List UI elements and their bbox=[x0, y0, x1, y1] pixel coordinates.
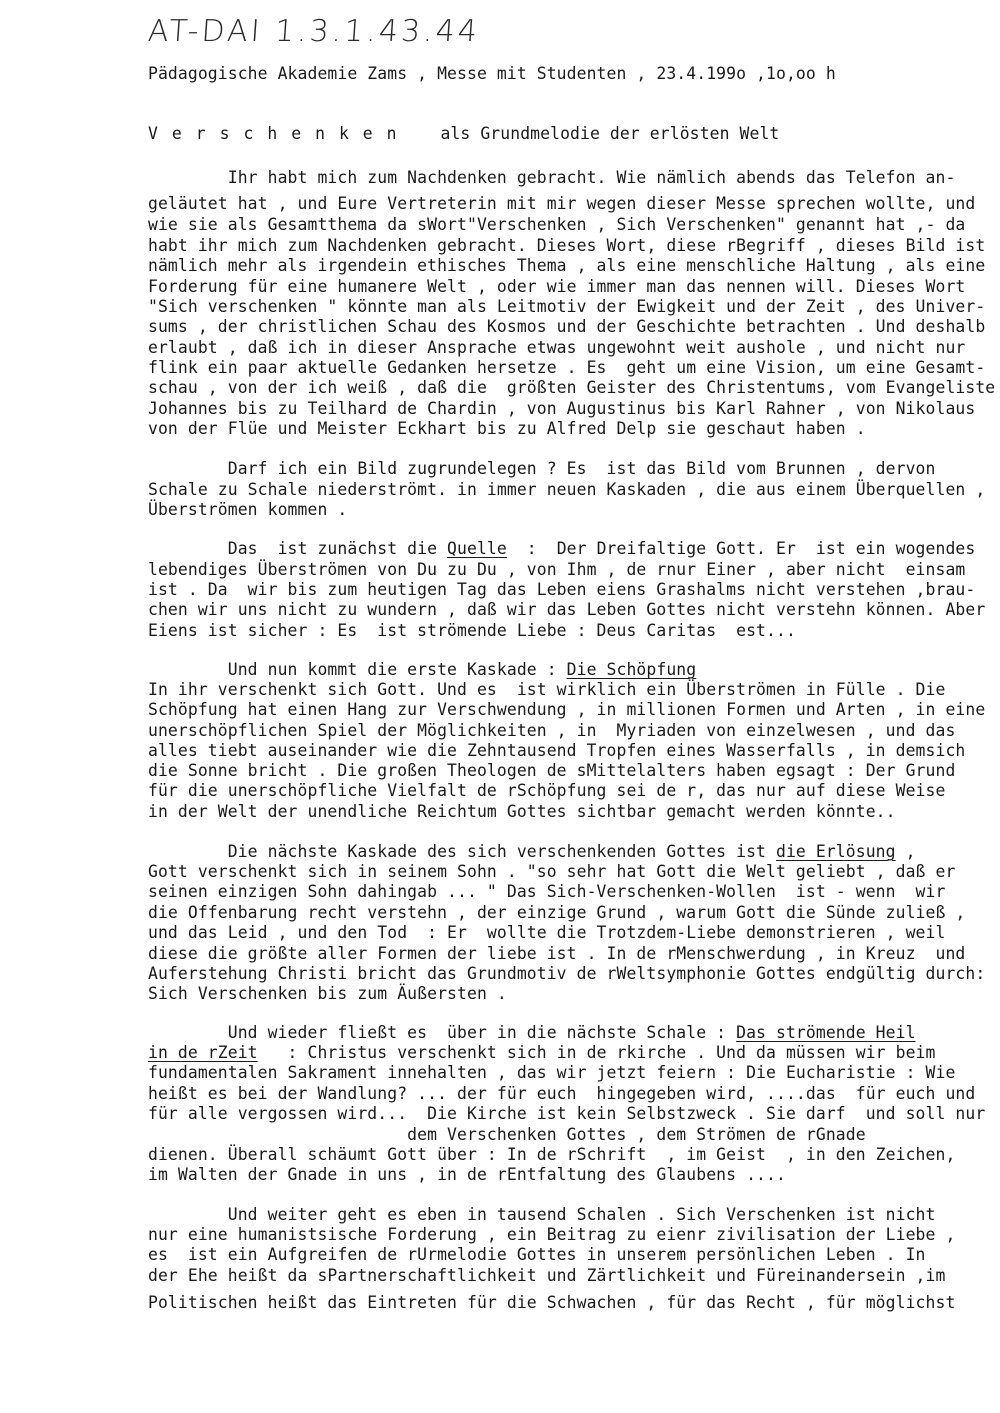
text-line: "Sich verschenken " könnte man als Leitmotiv der Ewigkeit und der Zeit , des Univer- bbox=[148, 297, 986, 316]
header-line: Pädagogische Akademie Zams , Messe mit Studenten , 23.4.199o ,1o,oo h bbox=[148, 64, 836, 83]
text-line: von der Flüe und Meister Eckhart bis zu Alfred Delp sie geschaut haben . bbox=[148, 419, 866, 438]
text-line: Das ist zunächst die Quelle : Der Dreifaltige Gott. Er ist ein wogendes bbox=[148, 539, 976, 558]
text-line: sums , der christlichen Schau des Kosmos und der Geschichte betrachten . Und deshalb bbox=[148, 317, 986, 336]
text-line: lebendiges Überströmen von Du zu Du , von Ihm , de rnur Einer , aber nicht einsam bbox=[148, 560, 966, 579]
text-line: Überströmen kommen . bbox=[148, 500, 348, 519]
text-line: Gott verschenkt sich in seinem Sohn . "so sehr hat Gott die Welt geliebt , daß er bbox=[148, 862, 956, 881]
text-line: dem Verschenken Gottes , dem Strömen de rGnade bbox=[148, 1125, 866, 1144]
text-line: für die unerschöpfliche Vielfalt de rSchöpfung sei de r, das nur auf diese Weise bbox=[148, 781, 946, 800]
text-line: Johannes bis zu Teilhard de Chardin , von Augustinus bis Karl Rahner , von Nikolaus bbox=[148, 399, 976, 418]
text-line: Schale zu Schale niederströmt. in immer neuen Kaskaden , die aus einem Überquellen , bbox=[148, 480, 986, 499]
text-line: heißt es bei der Wandlung? ... der für euch hingegeben wird, ....das für euch und bbox=[148, 1084, 976, 1103]
text-line: Und nun kommt die erste Kaskade : Die Schöpfung bbox=[148, 660, 697, 679]
text-line: nur eine humanistsische Forderung , ein Beitrag zu eienr zivilisation der Liebe , bbox=[148, 1225, 956, 1244]
text-line: Die nächste Kaskade des sich verschenkenden Gottes ist die Erlösung , bbox=[148, 842, 916, 861]
text-line: unerschöpflichen Spiel der Möglichkeiten , in Myriaden von einzelwesen , und das bbox=[148, 721, 956, 740]
text-line: wie sie als Gesamtthema da sWort"Verschenken , Sich Verschenken" genannt hat ,- da bbox=[148, 215, 966, 234]
text-line: die Offenbarung recht verstehn , der einzige Grund , warum Gott die Sünde zuließ , bbox=[148, 903, 966, 922]
text-line: diese die größte aller Formen der liebe ist . In de rMenschwerdung , in Kreuz und bbox=[148, 944, 966, 963]
text-line: flink ein paar aktuelle Gedanken hersetze . Es geht um eine Vision, um eine Gesamt- bbox=[148, 358, 986, 377]
text-line: habt ihr mich zum Nachdenken gebracht. Dieses Wort, diese rBegriff , dieses Bild ist bbox=[148, 236, 986, 255]
text-line: und das Leid , und den Tod : Er wollte die Trotzdem-Liebe demonstrieren , weil bbox=[148, 923, 946, 942]
title-word: Verschenken bbox=[148, 124, 411, 143]
text-line: chen wir uns nicht zu wundern , daß wir das Leben Gottes nicht verstehn können. Aber bbox=[148, 600, 986, 619]
text-line: Und wieder fließt es über in die nächste Schale : Das strömende Heil bbox=[148, 1023, 916, 1042]
text-line: fundamentalen Sakrament innehalten , das wir jetzt feiern : Die Eucharistie : Wie bbox=[148, 1063, 956, 1082]
text-line: Und weiter geht es eben in tausend Schalen . Sich Verschenken ist nicht bbox=[148, 1205, 936, 1224]
text-line: Eiens ist sicher : Es ist strömende Liebe : Deus Caritas est... bbox=[148, 621, 796, 640]
text-line: alles tiebt auseinander wie die Zehntausend Tropfen eines Wasserfalls , in demsich bbox=[148, 741, 966, 760]
title-line bbox=[148, 124, 779, 144]
text-line: Sich Verschenken bis zum Äußersten . bbox=[148, 984, 507, 1003]
text-line: nämlich mehr als irgendein ethisches Thema , als eine menschliche Haltung , als eine bbox=[148, 256, 986, 275]
text-line: in de rZeit : Christus verschenkt sich in de rkirche . Und da müssen wir beim bbox=[148, 1043, 936, 1062]
text-line: seinen einzigen Sohn dahingab ... " Das Sich-Verschenken-Wollen ist - wenn wir bbox=[148, 882, 946, 901]
text-line: ist . Da wir bis zum heutigen Tag das Leben eiens Grashalms nicht verstehen ,brau- bbox=[148, 580, 976, 599]
text-line: Auferstehung Christi bricht das Grundmotiv de rWeltsymphonie Gottes endgültig durch: bbox=[148, 964, 986, 983]
text-line: Darf ich ein Bild zugrundelegen ? Es ist das Bild vom Brunnen , dervon bbox=[148, 459, 936, 478]
text-line: In ihr verschenkt sich Gott. Und es ist wirklich ein Überströmen in Fülle . Die bbox=[148, 680, 946, 699]
text-line: Ihr habt mich zum Nachdenken gebracht. Wie nämlich abends das Telefon an- bbox=[148, 168, 956, 187]
text-line: Schöpfung hat einen Hang zur Verschwendung , in millionen Formen und Arten , in eine bbox=[148, 700, 986, 719]
text-line: dienen. Überall schäumt Gott über : In de rSchrift , im Geist , in den Zeichen, bbox=[148, 1145, 956, 1164]
text-line: in der Welt der unendliche Reichtum Gottes sichtbar gemacht werden könnte.. bbox=[148, 802, 896, 821]
text-line: es ist ein Aufgreifen de rUrmelodie Gottes in unserem persönlichen Leben . In bbox=[148, 1245, 926, 1264]
text-line: der Ehe heißt da sPartnerschaftlichkeit und Zärtlichkeit und Füreinandersein ,im bbox=[148, 1266, 946, 1285]
text-line: Forderung für eine humanere Welt , oder wie immer man das nennen will. Dieses Wort bbox=[148, 277, 966, 296]
archive-reference: AT-DAI 1.3.1.43.44 bbox=[146, 14, 482, 49]
text-line: erlaubt , daß ich in dieser Ansprache etwas ungewohnt weit aushole , und nicht nur bbox=[148, 338, 966, 357]
text-line: geläutet hat , und Eure Vertreterin mit mir wegen dieser Messe sprechen wollte, und bbox=[148, 194, 976, 213]
text-line: die Sonne bricht . Die großen Theologen de sMittelalters haben egsagt : Der Grund bbox=[148, 761, 956, 780]
text-line: für alle vergossen wird... Die Kirche ist kein Selbstzweck . Sie darf und soll nur bbox=[148, 1104, 986, 1123]
text-line: im Walten der Gnade in uns , in de rEntfaltung des Glaubens .... bbox=[148, 1165, 786, 1184]
text-line: schau , von der ich weiß , daß die größten Geister des Christentums, vom Evangeliste bbox=[148, 378, 996, 397]
text-line: Politischen heißt das Eintreten für die Schwachen , für das Recht , für möglichst bbox=[148, 1293, 956, 1312]
title-rest: als Grundmelodie der erlösten Welt bbox=[440, 124, 780, 143]
